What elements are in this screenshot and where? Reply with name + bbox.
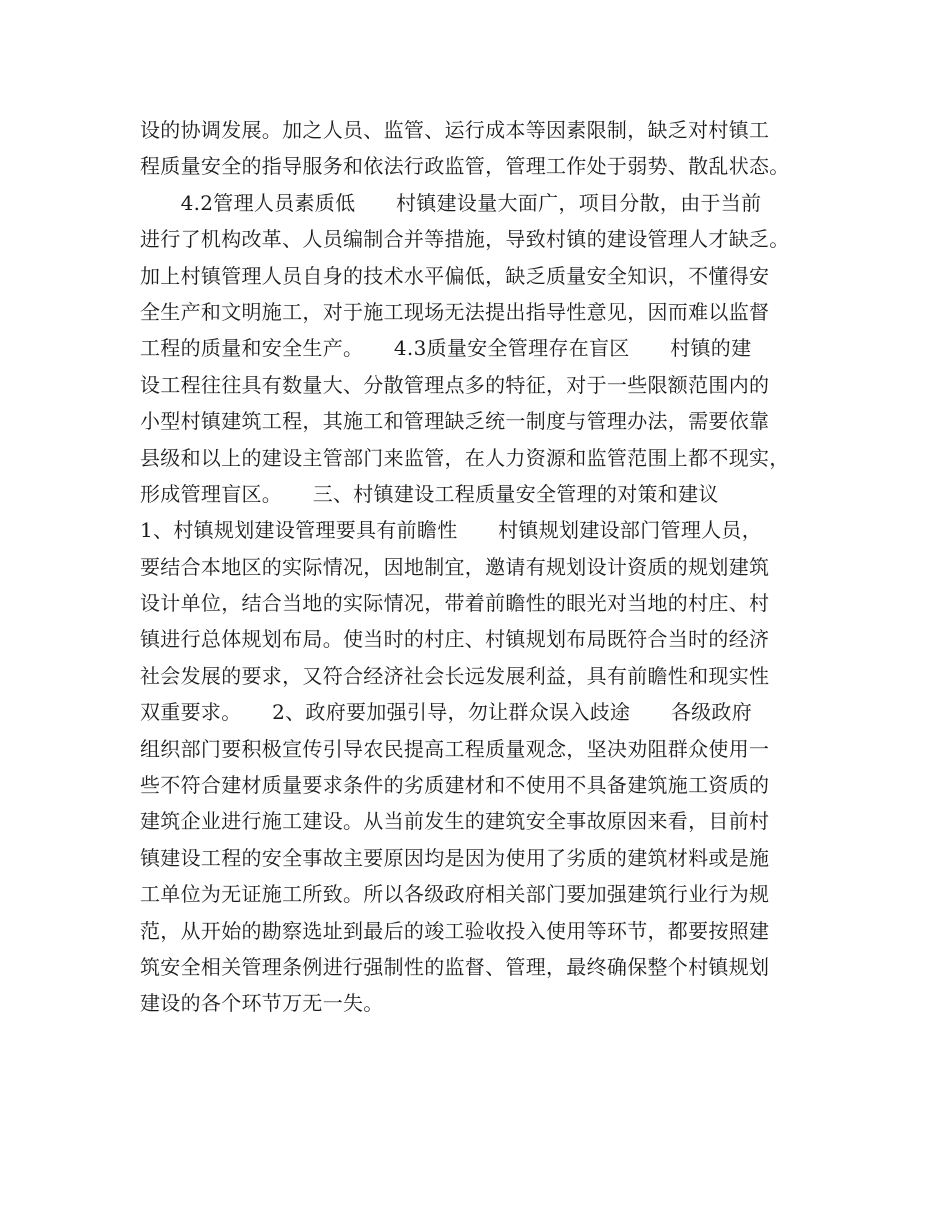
- text-line: 小型村镇建筑工程，其施工和管理缺乏统一制度与管理办法，需要依靠: [140, 409, 770, 434]
- body-text: [140, 112, 830, 1022]
- text-line: 建设的各个环节万无一失。: [140, 991, 384, 1016]
- text-line: 4.2管理人员素质低 村镇建设量大面广，项目分散，由于当前: [140, 190, 762, 215]
- text-line: 建筑企业进行施工建设。从当前发生的建筑安全事故原因来看，目前村: [140, 809, 770, 834]
- text-line: 设计单位，结合当地的实际情况，带着前瞻性的眼光对当地的村庄、村: [140, 591, 770, 616]
- text-line: 筑安全相关管理条例进行强制性的监督、管理，最终确保整个村镇规划: [140, 954, 770, 979]
- text-line: 双重要求。 2、政府要加强引导，勿让群众误入歧途 各级政府: [140, 700, 753, 725]
- text-line: 工单位为无证施工所致。所以各级政府相关部门要加强建筑行业行为规: [140, 882, 770, 907]
- text-line: 社会发展的要求，又符合经济社会长远发展利益，具有前瞻性和现实性: [140, 663, 770, 688]
- text-line: 全生产和文明施工，对于施工现场无法提出指导性意见，因而难以监督: [140, 299, 770, 324]
- text-line: 加上村镇管理人员自身的技术水平偏低，缺乏质量安全知识，不懂得安: [140, 263, 770, 288]
- text-line: 程质量安全的指导服务和依法行政监管，管理工作处于弱势、散乱状态。: [140, 154, 790, 179]
- text-line: 组织部门要积极宣传引导农民提高工程质量观念，坚决劝阻群众使用一: [140, 736, 770, 761]
- text-line: 设的协调发展。加之人员、监管、运行成本等因素限制，缺乏对村镇工: [140, 118, 770, 142]
- text-line: 1、村镇规划建设管理要具有前瞻性 村镇规划建设部门管理人员，: [140, 518, 763, 543]
- text-line: 工程的质量和安全生产。 4.3质量安全管理存在盲区 村镇的建: [140, 336, 752, 361]
- text-line: 设工程往往具有数量大、分散管理点多的特征，对于一些限额范围内的: [140, 372, 770, 397]
- text-line: 范，从开始的勘察选址到最后的竣工验收投入使用等环节，都要按照建: [140, 918, 770, 943]
- text-line: 要结合本地区的实际情况，因地制宜，邀请有规划设计资质的规划建筑: [140, 554, 770, 579]
- text-line: 县级和以上的建设主管部门来监管，在人力资源和监管范围上都不现实，: [140, 445, 790, 470]
- text-line: 进行了机构改革、人员编制合并等措施，导致村镇的建设管理人才缺乏。: [140, 227, 790, 252]
- text-line: 镇进行总体规划布局。使当时的村庄、村镇规划布局既符合当时的经济: [140, 627, 770, 652]
- text-line: 镇建设工程的安全事故主要原因均是因为使用了劣质的建筑材料或是施: [140, 845, 770, 870]
- text-line: 些不符合建材质量要求条件的劣质建材和不使用不具备建筑施工资质的: [140, 773, 770, 798]
- text-line: 形成管理盲区。 三、村镇建设工程质量安全管理的对策和建议: [140, 481, 719, 506]
